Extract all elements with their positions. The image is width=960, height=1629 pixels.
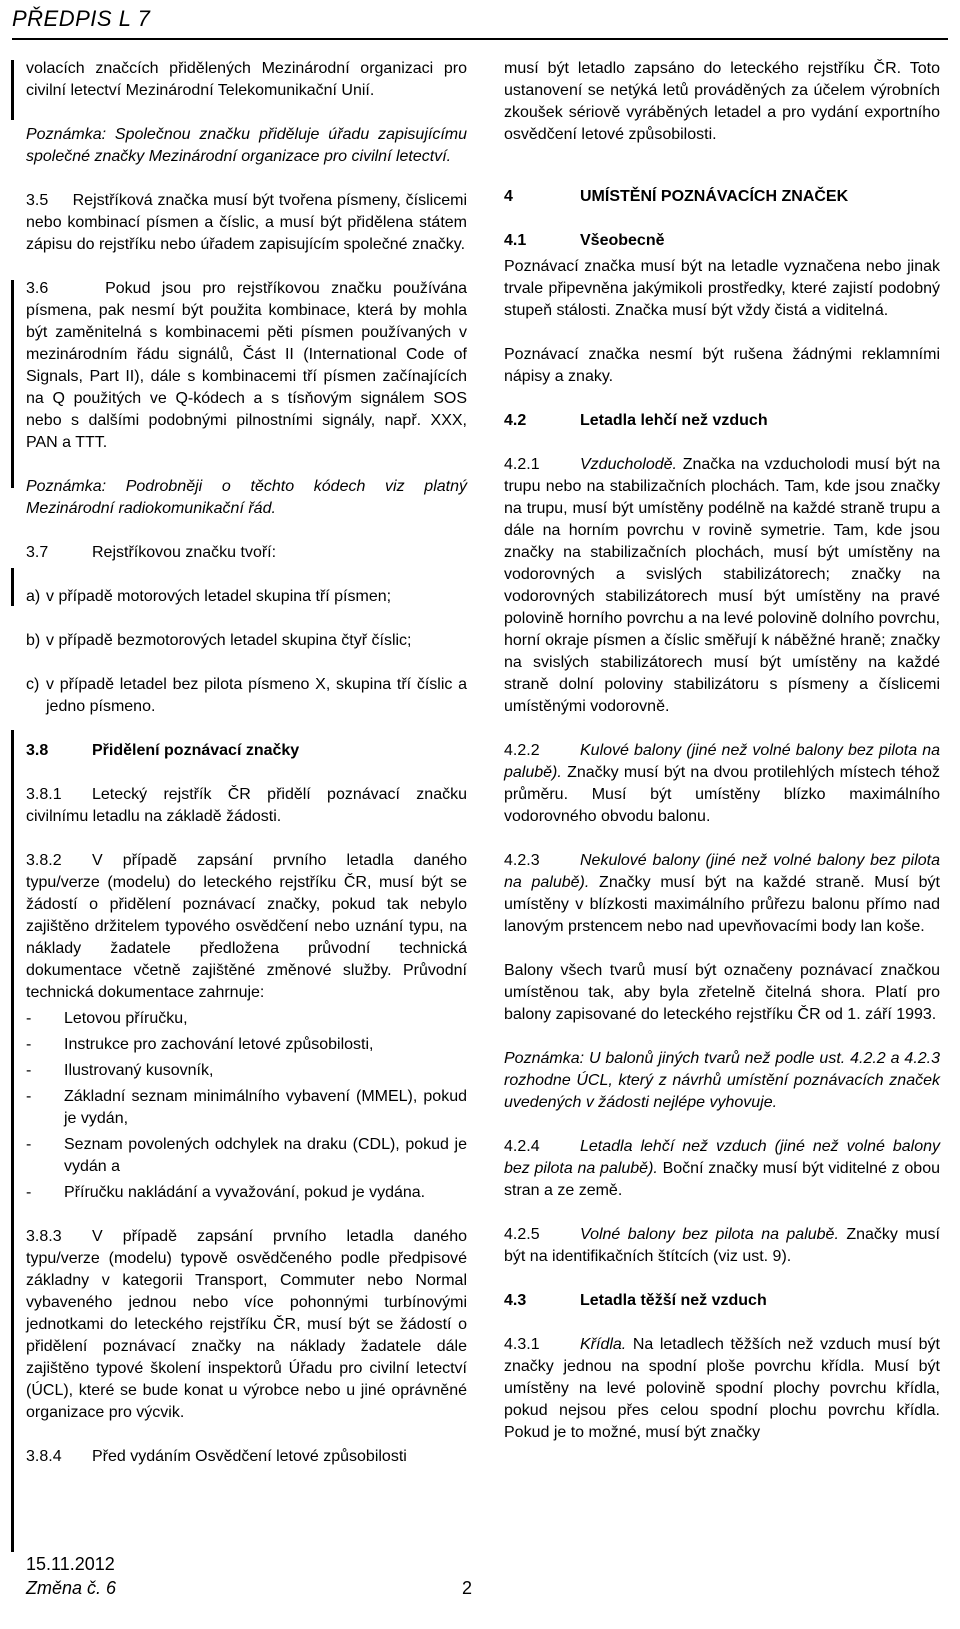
- list-item-marker: -: [26, 1036, 32, 1053]
- change-bar: [11, 568, 14, 606]
- section-number: 4.2.5: [504, 1226, 540, 1243]
- heading-3-8: [26, 740, 467, 762]
- paragraph: musí být letadlo zapsáno do leteckého rejstříku ČR. Toto ustanovení se netýká letů prováděných za účelem výrobních zkoušek sériově vyráběných letadel a pro vydání exportního osvědčení letové způsobilosti.: [504, 60, 940, 143]
- list-item-text: Příručku nakládání a vyvažování, pokud je vydána.: [64, 1184, 426, 1201]
- note: Poznámka: Společnou značku přiděluje úřadu zapisujícímu společné značky Mezinárodní organizace pro civilní letectví.: [26, 126, 467, 165]
- paragraph: Poznávací značka musí být na letadle vyznačena nebo jinak trvale připevněna jakýmikoli prostředky, které zajistí podobný stupeň stálosti. Značka musí být vždy čistá a viditelná.: [504, 258, 940, 319]
- paragraph-3-8-2: [26, 850, 467, 1004]
- list-3-7: [26, 586, 467, 718]
- paragraph-4-3-1: [504, 1334, 940, 1444]
- page-number: 2: [462, 1578, 473, 1598]
- section-text: Značky musí být na identifikačních štítcích (viz ust. 9).: [504, 1226, 940, 1265]
- section-text: Značky musí být na dvou protilehlých místech téhož průměru. Musí být umístěny blízko maximálního vodorovného obvodu balonu.: [504, 764, 940, 825]
- section-number: 4.1: [504, 232, 527, 249]
- paragraph-3-5: [26, 190, 467, 256]
- paragraph-4-2-2: [504, 740, 940, 828]
- list-item: [26, 1034, 467, 1056]
- paragraph-3-7: [26, 542, 467, 564]
- section-number: 4.2: [504, 412, 527, 429]
- heading-4-3: [504, 1290, 940, 1312]
- left-column: [26, 58, 467, 1490]
- section-text: Značka na vzducholodi musí být na trupu nebo na stabilizačních plochách. Tam, kde jsou značky na trupu, musí být umístěny podélně na každé straně trupu a dále na horním povrchu v rovině symetrie. Tam, kde jsou značky na stabilizačních plochách, musí být umístěny na vodorovných a svislých stabilizátorech; značky na vodorovných stabilizátorech musí být umístěny na pravé polovině horního povrchu a na levé polovině dolního povrchu, horní okraje písmen a číslic směřují k náběžné hraně; značky na svislých stabilizátorech musí být umístěny na každé straně dolní poloviny stabilizátoru s písmeny a číslicemi umístěnými vodorovně.: [504, 456, 940, 715]
- list-item-text: Instrukce pro zachování letové způsobilosti,: [64, 1036, 374, 1053]
- list-item-text: v případě letadel bez pilota písmeno X, skupina tří číslic a jedno písmeno.: [46, 676, 467, 715]
- paragraph-3-8-1: [26, 784, 467, 828]
- section-heading: Letadla lehčí než vzduch: [580, 412, 768, 429]
- section-heading: Letadla těžší než vzduch: [580, 1292, 767, 1309]
- section-number: 4.3.1: [504, 1336, 540, 1353]
- list-item-marker: -: [26, 1010, 32, 1027]
- paragraph-4-2-5: [504, 1224, 940, 1268]
- heading-4: [504, 186, 940, 208]
- list-item-text: Letovou příručku,: [64, 1010, 188, 1027]
- list-item: [26, 1008, 467, 1030]
- section-number: 3.7: [26, 544, 49, 561]
- section-text: Rejstříková značka musí být tvořena písmeny, číslicemi nebo kombinací písmen a číslic, a musí být přidělena státem zápisu do rejstříku nebo úřadem zapisujícím společné značky.: [26, 192, 467, 253]
- section-number: 4.2.3: [504, 852, 540, 869]
- section-number: 4: [504, 188, 513, 205]
- list-item-marker: a): [26, 588, 41, 605]
- section-number: 3.8: [26, 742, 49, 759]
- section-number: 3.8.1: [26, 786, 62, 803]
- section-heading: UMÍSTĚNÍ POZNÁVACÍCH ZNAČEK: [580, 188, 849, 205]
- section-text: Pokud jsou pro rejstříkovou značku používána písmena, pak nesmí být použita kombinace, která by mohla být zaměnitelná s kombinacemi pěti písmen používaných v mezinárodním řádu signálů, Část II (International Code of Signals, Part II), dále s kombinacemi tří písmen začínajících na Q použitých ve Q-kódech a s tísňovým signálem SOS nebo s dalšími podobnými pilnostními signály, např. XXX, PAN a TTT.: [26, 280, 467, 451]
- paragraph: Poznávací značka nesmí být rušena žádnými reklamními nápisy a znaky.: [504, 346, 940, 385]
- list-item-marker: -: [26, 1088, 32, 1105]
- section-text: Boční značky musí být viditelné z obou stran a ze země.: [504, 1160, 940, 1199]
- paragraph-3-6: [26, 278, 467, 454]
- section-title: Kulové balony (jiné než volné balony bez pilota na palubě).: [504, 742, 940, 781]
- note: Poznámka: Podrobněji o těchto kódech viz platný Mezinárodní radiokomunikační řád.: [26, 478, 467, 517]
- section-text: Značky musí být na každé straně. Musí být umístěny v blízkosti maximálního průřezu balonu přímo nad lanovým prstencem nebo nad upevňovacími body lan koše.: [504, 874, 941, 935]
- footer-date: 15.11.2012: [26, 1554, 115, 1574]
- section-number: 4.2.4: [504, 1138, 540, 1155]
- section-heading: Všeobecně: [580, 232, 665, 249]
- heading-4-1: [504, 230, 940, 252]
- section-title: Letadla lehčí než vzduch (jiné než volné balony bez pilota na palubě).: [504, 1138, 940, 1177]
- list-item-marker: -: [26, 1062, 32, 1079]
- paragraph-4-2-3: [504, 850, 940, 938]
- section-number: 3.8.3: [26, 1228, 62, 1245]
- change-bar: [11, 730, 14, 1552]
- paragraph: Balony všech tvarů musí být označeny poznávací značkou umístěnou tak, aby byla zřetelně čitelná shora. Platí pro balony zapisované do leteckého rejstříku ČR od 1. září 1993.: [504, 962, 940, 1023]
- section-title: Vzducholodě.: [580, 456, 677, 473]
- list-item: [26, 1086, 467, 1130]
- section-heading: Přidělení poznávací značky: [92, 742, 300, 759]
- section-number: 3.8.2: [26, 852, 62, 869]
- list-item: [26, 630, 467, 652]
- change-bar: [11, 280, 14, 488]
- section-text: Na letadlech těžších než vzduch musí být značky jednou na spodní ploše povrchu křídla. Musí být umístěny na levé polovině spodní plochy povrchu křídla, pokud nejsou přes celou spodní plochu povrchu křídla. Pokud je to možné, musí být značky: [504, 1336, 940, 1441]
- list-item: [26, 1060, 467, 1082]
- list-item-text: Seznam povolených odchylek na draku (CDL), pokud je vydán a: [64, 1136, 467, 1175]
- right-column: [504, 58, 940, 1466]
- paragraph-4-2-4: [504, 1136, 940, 1202]
- section-text: V případě zapsání prvního letadla daného typu/verze (modelu) typově osvědčeného podle předpisové základny v kategorii Transport, Commuter nebo Normal vybaveného jednou nebo více pohonnými turbínovými jednotkami do leteckého rejstříku ČR, musí být se žádostí o přidělení poznávací značky na náklady žadatele dále zajištěno typové školení inspektorů Úřadu pro civilní letectví (ÚCL), které se bude konat u výrobce nebo u jiné oprávněné organizace pro výcvik.: [26, 1228, 467, 1421]
- paragraph-4-2-1: [504, 454, 940, 718]
- header-rule: [12, 38, 948, 40]
- section-text: Letecký rejstřík ČR přidělí poznávací značku civilnímu letadlu na základě žádosti.: [26, 786, 467, 825]
- list-item-marker: -: [26, 1184, 32, 1201]
- paragraph-3-8-4: [26, 1446, 467, 1468]
- section-text: Rejstříkovou značku tvoří:: [92, 544, 277, 561]
- list-item: [26, 586, 467, 608]
- section-text: V případě zapsání prvního letadla daného typu/verze (modelu) do leteckého rejstříku ČR, musí být se žádostí o přidělení poznávací značky, pokud tak nebylo zajištěno držitelem typového osvědčení nebo uznání typu, na náklady žadatele předložena průvodní technická dokumentace včetně zajištěné změnové služby. Průvodní technická dokumentace zahrnuje:: [26, 852, 467, 1001]
- section-title: Nekulové balony (jiné než volné balony bez pilota na palubě).: [504, 852, 940, 891]
- section-text: Před vydáním Osvědčení letové způsobilosti: [92, 1448, 407, 1465]
- section-number: 4.2.2: [504, 742, 540, 759]
- list-item-marker: -: [26, 1136, 32, 1153]
- paragraph-3-8-3: [26, 1226, 467, 1424]
- list-item-text: Ilustrovaný kusovník,: [64, 1062, 214, 1079]
- section-number: 3.6: [26, 280, 49, 297]
- list-item: [26, 674, 467, 718]
- section-title: Volné balony bez pilota na palubě.: [580, 1226, 839, 1243]
- section-number: 3.5: [26, 192, 49, 209]
- list-item-marker: c): [26, 676, 40, 693]
- list-item-text: v případě bezmotorových letadel skupina čtyř číslic;: [46, 632, 412, 649]
- paragraph: volacích značcích přidělených Mezinárodní organizaci pro civilní letectví Mezinárodní Telekomunikační Unií.: [26, 60, 467, 99]
- section-number: 4.2.1: [504, 456, 540, 473]
- list-3-8-2: [26, 1008, 467, 1204]
- section-title: Křídla.: [580, 1336, 627, 1353]
- note: Poznámka: U balonů jiných tvarů než podle ust. 4.2.2 a 4.2.3 rozhodne ÚCL, který z návrhů umístění poznávacích značek uvedených v žádosti nejlépe vyhovuje.: [504, 1050, 940, 1111]
- footer-change: Změna č. 6: [26, 1578, 117, 1598]
- heading-4-2: [504, 410, 940, 432]
- list-item-text: v případě motorových letadel skupina tří písmen;: [46, 588, 392, 605]
- section-number: 4.3: [504, 1292, 527, 1309]
- list-item-text: Základní seznam minimálního vybavení (MMEL), pokud je vydán,: [64, 1088, 467, 1127]
- list-item: [26, 1134, 467, 1178]
- change-bar: [11, 60, 14, 120]
- list-item: [26, 1182, 467, 1204]
- section-number: 3.8.4: [26, 1448, 62, 1465]
- page-header-title: PŘEDPIS L 7: [12, 6, 151, 31]
- list-item-marker: b): [26, 632, 41, 649]
